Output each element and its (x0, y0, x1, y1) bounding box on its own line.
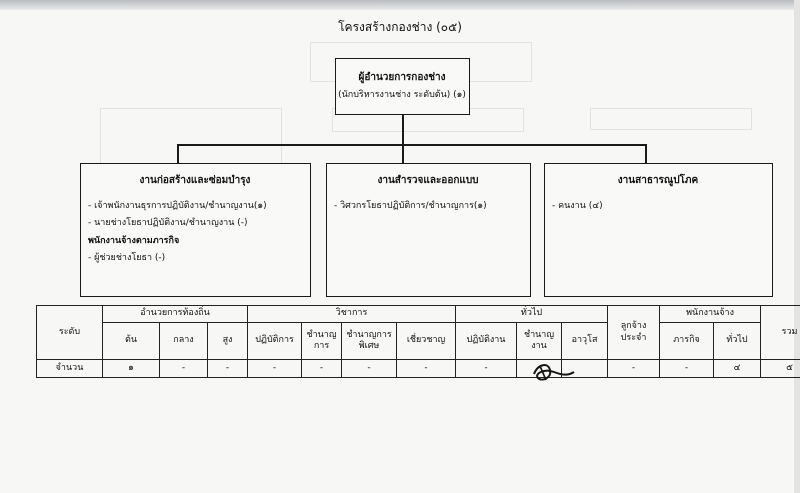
count-cell: - (456, 360, 517, 378)
group-header-admin: อำนวยการท้องถิ่น (103, 306, 248, 323)
col-header-line1: ปฏิบัติการ (255, 335, 294, 346)
unit-item: - ผู้ช่วยช่างโยธา (-) (88, 253, 166, 263)
count-cell: - (208, 360, 248, 378)
handwritten-signature (528, 360, 580, 386)
col-header-line1: ปฏิบัติงาน (466, 335, 506, 346)
group-header-employee (608, 306, 660, 360)
col-header: ทั่วไป (714, 323, 761, 360)
col-header (456, 323, 517, 360)
group-header-academic: วิชาการ (248, 306, 456, 323)
col-header (397, 323, 456, 360)
col-header-line1: ชำนาญการ (346, 329, 392, 340)
director-title: ผู้อำนวยการกองช่าง (358, 72, 446, 83)
col-header (302, 323, 342, 360)
group-header-staff: พนักงานจ้าง (660, 306, 761, 323)
count-cell: - (160, 360, 208, 378)
col-header (342, 323, 397, 360)
col-header (517, 323, 562, 360)
unit-item: - วิศวกรโยธาปฏิบัติการ/ชำนาญการ(๑) (334, 201, 487, 211)
connector-line (177, 144, 646, 146)
scan-top-edge (0, 0, 800, 10)
count-cell: - (608, 360, 660, 378)
col-header: ต้น (103, 323, 160, 360)
director-subtitle: (นักบริหารงานช่าง ระดับต้น) (๑) (338, 90, 466, 100)
col-header (562, 323, 608, 360)
staffing-table (36, 305, 800, 378)
bleed-through-box (590, 108, 752, 130)
group-header-general: ทั่วไป (456, 306, 608, 323)
col-header-line1: ชำนาญ (523, 329, 555, 340)
col-header (248, 323, 302, 360)
connector-line (402, 144, 404, 164)
unit-item: - นายช่างโยธาปฏิบัติงาน/ชำนาญงาน (-) (88, 218, 248, 228)
unit-box-construction (80, 163, 311, 297)
row-header-level: ระดับ (37, 306, 103, 360)
count-cell: - (517, 360, 562, 378)
col-header: ภารกิจ (660, 323, 714, 360)
unit-title: งานสำรวจและออกแบบ (377, 175, 479, 186)
director-box (335, 58, 470, 115)
count-cell: - (342, 360, 397, 378)
unit-item: - คนงาน (๔) (552, 201, 603, 211)
col-header-line2: พิเศษ (358, 341, 380, 351)
count-label: จำนวน (37, 360, 103, 378)
unit-item: - เจ้าพนักงานธุรการปฏิบัติงาน/ชำนาญงาน(๑) (88, 201, 267, 211)
group-header-total: รวม (761, 306, 800, 360)
col-header: กลาง (160, 323, 208, 360)
count-cell: - (660, 360, 714, 378)
col-header-line1: ชำนาญ (306, 329, 337, 340)
count-cell: - (397, 360, 456, 378)
unit-box-utilities (544, 163, 773, 297)
connector-line (402, 115, 404, 145)
unit-subheading: พนักงานจ้างตามภารกิจ (88, 236, 180, 246)
group-header-employee-line2: ประจำ (620, 332, 647, 343)
col-header-line1: เชี่ยวชาญ (406, 335, 446, 346)
count-cell: ๑ (103, 360, 160, 378)
scan-right-edge (794, 0, 800, 493)
col-header-line2: งาน (531, 341, 547, 351)
page-title: โครงสร้างกองช่าง (๐๕) (338, 20, 462, 34)
connector-line (645, 144, 647, 164)
count-cell: ๔ (714, 360, 761, 378)
col-header-line2: การ (313, 341, 330, 351)
connector-line (177, 144, 179, 164)
count-cell: - (302, 360, 342, 378)
unit-box-survey (326, 163, 531, 297)
unit-title: งานก่อสร้างและซ่อมบำรุง (139, 175, 251, 186)
count-cell: ๕ (761, 360, 800, 378)
group-header-employee-line1: ลูกจ้าง (620, 321, 647, 332)
col-header-line1: อาวุโส (571, 335, 598, 346)
unit-title: งานสาธารณูปโภค (617, 175, 699, 186)
col-header: สูง (208, 323, 248, 360)
count-cell: - (248, 360, 302, 378)
